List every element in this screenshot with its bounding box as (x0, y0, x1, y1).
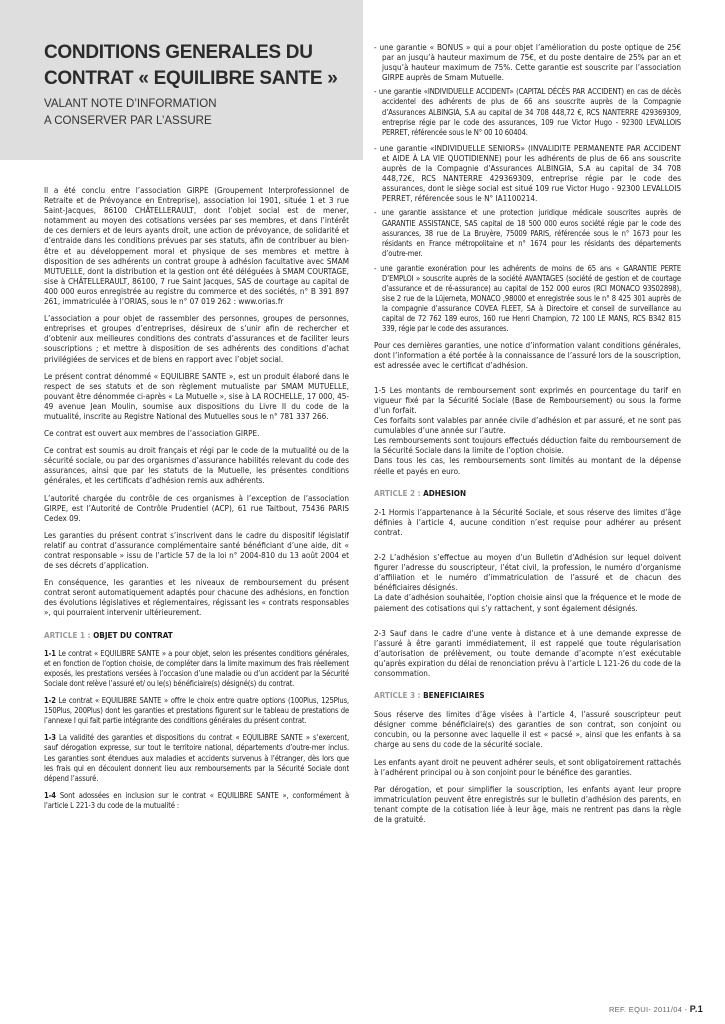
clause-1-5: 1-5 Les montants de remboursement sont exprimés en pourcentage du tarif en vigueur fixé par la Sécurité Sociale (Base de Remboursement) ou sous la forme d’un forfait. (374, 384, 681, 415)
page-number: P.1 (689, 1004, 703, 1014)
clause-1-3 (44, 733, 349, 783)
clause-1-1 (44, 649, 349, 689)
article-1-heading (44, 630, 349, 640)
clause-1-5-forfaits: Ces forfaits sont valables par année civile d’adhésion et par assuré, et ne sont pas cumulables d’une année sur l’autre. (374, 415, 681, 436)
derogation-paragraph: Par dérogation, et pour simplifier la souscription, les enfants ayant leur propre immatriculation peuvent être enregistrés sur le bulletin d’adhésion des parents, en tenant compte de la cotisation liée à leur âge, mais ne rentrent pas dans la règle de la gratuité. (374, 783, 681, 824)
notice-paragraph: Pour ces dernières garanties, une notice d’information valant conditions générales, dont l’information a été portée à la connaissance de l’assuré lors de la souscription, est adressée avec le certificat d’adhésion. (374, 339, 681, 370)
subtitle-line-2: A CONSERVER PAR L’ASSURE (44, 115, 212, 127)
clause-1-3-text: La validité des garanties et dispositions du contrat « EQUILIBRE SANTE » s’exercent, sauf dérogation expresse, sur tout le territoire national, départements d’outre-mer inclus. Les garanties sont étendues aux maladies et accidents survenus à l’étranger, dès lors que les frais qui en découlent donnent lieu aux remboursements par la Sécurité Sociale dont dépend l’assuré. (44, 733, 349, 783)
clause-1-4 (44, 791, 349, 811)
footer-reference: REF. EQUI- 2011/04 - (608, 1005, 690, 1014)
clause-2-3: 2-3 Sauf dans le cadre d’une vente à distance et à une demande expresse de l’assuré à être garanti immédiatement, il est rappelé que toute régularisation d’autorisation de prélèvement, ou toute demande d’acompte n’est exécutable qu’après expiration du délai de renonciation prévu à l’article L 121-26 du code de la consommation. (374, 627, 681, 678)
clause-1-3-number: 1-3 (44, 733, 56, 743)
clause-1-5-limits: Dans tous les cas, les remboursements sont limités au montant de la dépense réelle et payés en euro. (374, 455, 681, 476)
article-1-title: OBJET DU CONTRAT (93, 629, 173, 640)
article-2-heading (374, 488, 681, 498)
job-loss-guarantee-item: - une garantie exonération pour les adhérents de moins de 65 ans « GARANTIE PERTE D’EMPLOI » souscrite auprès de la société AVANTAGES (société de gestion et de courtage d’assurance et de ré-assurance) au capital de 152 000 euros (RCI MONACO 93S02898), sise 2 rue de la Lüjerneta, MONACO ,98000 et enregistrée sous le n° 8 425 301 auprès de la compagnie d’assurance COVEA FLEET, SA à Directoire et conseil de surveillance au capital de 72 762 189 euros, 160 rue Henri Champion, 72 100 LE MANS, RCS B342 815 339, régie par le code des assurances. (374, 263, 681, 334)
contract-paragraph: Le présent contrat dénommé « EQUILIBRE SANTE », est un produit élaboré dans le respect de ses statuts et de son règlement mutualiste par SMAM MUTUELLE, pouvant être dénommée ci-après « La Mutuelle », sise à LA ROCHELLE, 17 000, 45-49 avenue Jean Moulin, soumise aux dispositions du Livre II du code de la mutualité, inscrite au Registre National des Mutuelles sous le n° 781 337 266. (44, 370, 349, 421)
authority-paragraph: L’autorité chargée du contrôle de ces organismes à l’exception de l’association GIRPE, est l’Autorité de Contrôle Prudentiel (ACP), 61 rue Taitbout, 75436 PARIS Cedex 09. (44, 492, 349, 523)
clause-1-1-text: Le contrat « EQUILIBRE SANTE » a pour objet, selon les présentes conditions générales, et en fonction de l’option choisie, de compléter dans la limite maximum des frais réellement exposés, les prestations versées à l’occasion d’une maladie ou d’un accident par la Sécurité Sociale dont relève l’assuré et/ ou le(s) bénéficiaire(s) désigné(s) du contrat. (44, 648, 349, 688)
children-paragraph: Les enfants ayant droit ne peuvent adhérer seuls, et sont obligatoirement rattachés à l’adhérent principal ou à son conjoint pour le bénéfice des garanties. (374, 756, 681, 777)
article-2-number: ARTICLE 2 : (374, 487, 424, 498)
clause-2-2-date: La date d’adhésion souhaitée, l’option choisie ainsi que la fréquence et le mode de paiement des cotisations qui s’y rattachent, y sont également désignés. (374, 592, 681, 613)
article-3-number: ARTICLE 3 : (374, 690, 424, 701)
right-column (374, 42, 681, 831)
article-2-title: ADHESION (423, 487, 467, 498)
clause-1-2 (44, 696, 349, 726)
law-paragraph: Ce contrat est soumis au droit français et régi par le code de la mutualité ou de la sécurité sociale, ou par des organismes d’assurance habilités relevant du code des assurances, ainsi que par les statuts de la Mutuelle, les présentes conditions générales, et les certificats d’adhésion remis aux adhérents. (44, 445, 349, 486)
bonus-guarantee-item: - une garantie « BONUS » qui a pour objet l’amélioration du poste optique de 25€ par an jusqu’à hauteur maximum de 75€, et du poste dentaire de 25% par an et jusqu’à hauteur maximum de 75%. Cette garantie est souscrite par l’association GIRPE auprès de Smam Mutuelle. (374, 42, 681, 83)
document-title: CONDITIONS GENERALES DU CONTRAT « EQUILIBRE SANTE » (44, 42, 338, 89)
association-paragraph: L’association a pour objet de rassembler des personnes, groupes de personnes, entreprises et groupes d’entreprises, désireux de s’unir afin de rechercher et d’obtenir aux meilleures conditions des contrats d’assurances et de faciliter leurs souscriptions ; et mettre à disposition de ses adhérents des conditions d’achat privilégiées de services et de biens en rapport avec l’objet social. (44, 313, 349, 364)
article-3-title: BENEFICIAIRES (423, 690, 485, 701)
clause-1-4-number: 1-4 (44, 790, 56, 800)
clause-1-2-number: 1-2 (44, 696, 56, 706)
assistance-guarantee-item: - une garantie assistance et une protection juridique médicale souscrites auprès de GARANTIE ASSISTANCE, SAS capital de 18 500 000 euros société régie par le code des assurances, 38 rue de La Bruyère, 75009 PARIS, référencée sous le n° 1673 pour les résidants en France métropolitaine et n° 1674 pour les résidants des départements d’outre-mer. (374, 208, 681, 258)
clause-2-1: 2-1 Hormis l’appartenance à la Sécurité Sociale, et sous réserve des limites d’âge définies à l’article 4, aucune condition n’est requise pour adhérer au présent contrat. (374, 506, 681, 537)
membership-paragraph: Ce contrat est ouvert aux membres de l’association GIRPE. (44, 428, 260, 439)
page-footer (609, 1004, 703, 1014)
clause-1-5-deduction: Les remboursements sont toujours effectués déduction faite du remboursement de la Sécurité Sociale dans la limite de l’option choisie. (374, 435, 681, 456)
document-subtitle (44, 96, 354, 130)
accident-guarantee-item: - une garantie «INDIVIDUELLE ACCIDENT» (CAPITAL DÉCÈS PAR ACCIDENT) en cas de décès accidentel des adhérents de plus de 66 ans souscrite auprès de la Compagnie d’Assurances ALBINGIA, S.A au capital de 34 708 448,72 €, RCS NANTERRE 429369309, entreprise régie par le code des assurances, 109 rue Victor Hugo - 92300 LEVALLOIS PERRET, référencée sous le N° 00 10 60404. (374, 87, 681, 137)
clause-1-2-text: Le contrat « EQUILIBRE SANTE » offre le choix entre quatre options (100Plus, 125Plus, 150Plus, 200Plus) dont les garanties et prestations figurent sur le tableau de prestations de l’annexe I qui fait partie intégrante des conditions générales du présent contrat. (44, 696, 349, 726)
article-1-number: ARTICLE 1 : (44, 629, 94, 640)
beneficiaries-paragraph: Sous réserve des limites d’âge visées à l’article 4, l’assuré souscripteur peut désigner comme bénéficiaire(s) des garanties de son contrat, son conjoint ou concubin, ou la personne avec laquelle il est « pacsé », ainsi que les enfants à sa charge au sens du code de la sécurité sociale. (374, 709, 681, 750)
clause-2-2: 2-2 L’adhésion s’effectue au moyen d’un Bulletin d’Adhésion sur lequel doivent figurer l’adresse du souscripteur, l’état civil, la profession, le numéro d’organisme d’affiliation et le numéro d’immatriculation de l’assuré et de chacun des bénéficiaires désignés. (374, 552, 681, 593)
clause-1-4-text: Sont adossées en inclusion sur le contrat « EQUILIBRE SANTE », conformément à l’article L 221-3 du code de la mutualité : (44, 790, 349, 810)
intro-paragraph: Il a été conclu entre l’association GIRPE (Groupement Interprofessionnel de Retraite et de Prévoyance en Entreprise), association loi 1901, située 1 et 3 rue Saint-Jacques, 86100 CHÂTELLERAULT, dont l’objet social est de mener, notamment au moyen des cotisations versées par ses membres, et dans l’intérêt de ces derniers et de leurs ayants droit, une action de prévoyance, de solidarité et d’entraide dans les conditions prévues par ses statuts, afin de contribuer au bien-être et au développement moral et physique de ses membres et mettre à disposition de ses adhérents un contrat groupe à adhésion facultative avec SMAM MUTUELLE, dont la distribution et la gestion ont été déléguées à SMAM COURTAGE, sise à CHÂTELLERAULT, 86100, 7 rue Saint Jacques, SAS de courtage au capital de 400 000 euros enregistrée au registre du commerce et des sociétés, n° B 391 897 261, immatriculée à l’ORIAS, sous le n° 07 019 262 : www.orias.fr (44, 185, 349, 307)
clause-1-1-number: 1-1 (44, 648, 56, 658)
responsible-contract-paragraph: Les garanties du présent contrat s’inscrivent dans le cadre du dispositif législatif relatif au contrat d’assurance complémentaire santé bénéficiant d’une aide, dit « contrat responsable » issu de l’article 57 de la loi n° 2004-810 du 13 août 2004 et de ses décrets d’application. (44, 529, 349, 571)
consequence-paragraph: En conséquence, les garanties et les niveaux de remboursement du présent contrat seront automatiquement adaptés pour chacune des adhésions, en fonction des évolutions législatives et réglementaires, régissant les « contrats responsables », qui pourraient intervenir ultérieurement. (44, 577, 349, 618)
article-3-heading (374, 690, 681, 700)
left-column (44, 185, 349, 818)
seniors-guarantee-item: - une garantie «INDIVIDUELLE SENIORS» (INVALIDITE PERMANENTE PAR ACCIDENT et AIDE À LA VIE QUOTIDIENNE) pour les adhérents de plus de 66 ans souscrite auprès de la Compagnie d’Assurances ALBINGIA, S.A au capital de 34 708 448,72€, RCS NANTERRE 429369309, entreprise régie par le code des assurances, dont le siège social est situé 109 rue Victor Hugo - 92300 LEVALLOIS PERRET, référencée sous le N° IA1100214. (374, 142, 681, 204)
subtitle-line-1: VALANT NOTE D’INFORMATION (44, 98, 217, 110)
